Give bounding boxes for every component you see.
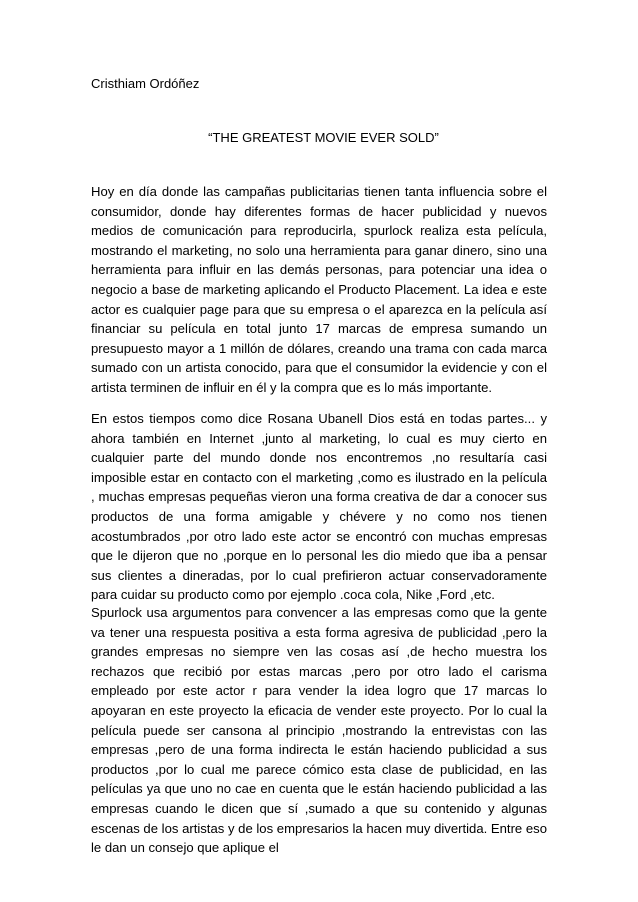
- paragraph-1: Hoy en día donde las campañas publicitarias tienen tanta influencia sobre el consumidor, donde hay diferentes formas de hacer publicidad y nuevos medios de comunicación para reproducirla, spurlock realiza esta película, mostrando el marketing, no solo una herramienta para ganar dinero, sino una herramienta para influir en las demás personas, para potenciar una idea o negocio a base de marketing aplicando el Producto Placement. La idea e este actor es cualquier page para que su empresa o el aparezca en la película así financiar su película en total junto 17 marcas de empresa sumando un presupuesto mayor a 1 millón de dólares, creando una trama con cada marca sumado con un artista conocido, para que el consumidor la evidencie y con el artista terminen de influir en él y la compra que es lo más importante.: [91, 184, 547, 395]
- document-title: “THE GREATEST MOVIE EVER SOLD”: [208, 130, 439, 145]
- paragraph-3: Spurlock usa argumentos para convencer a las empresas como que la gente va tener una respuesta positiva a esta forma agresiva de publicidad ,pero la grandes empresas no siempre ven las cosas así ,de hecho muestra los rechazos que recibió por estas marcas ,pero por otro lado el carisma empleado por este actor r para vender la idea logro que 17 marcas lo apoyaran en este proyecto la eficacia de vender este proyecto. Por lo cual la película puede ser cansona al principio ,mostrando la entrevistas con las empresas ,pero de una forma indirecta le están haciendo publicidad a sus productos ,por lo cual me parece cómico esta clase de publicidad, en las películas ya que uno no cae en cuenta que le están haciendo publicidad a las empresas cuando le dicen que sí ,sumado a que su contenido y algunas escenas de los artistas y de los empresarios la hacen muy divertida. Entre eso le dan un consejo que aplique el: [91, 605, 547, 856]
- paragraph-2: En estos tiempos como dice Rosana Ubanell Dios está en todas partes... y ahora también en Internet ,junto al marketing, lo cual es muy cierto en cualquier parte del mundo donde nos encontremos ,no resultaría casi imposible estar en contacto con el marketing ,como es ilustrado en la película , muchas empresas pequeñas vieron una forma creativa de dar a conocer sus productos de una forma amigable y chévere y no como nos tienen acostumbrados ,por otro lado este actor se encontró con muchas empresas que le dijeron que no ,porque en lo personal les dio miedo que iba a pensar sus clientes a dineradas, por lo cual prefirieron actuar conservadoramente para cuidar su producto como por ejemplo .coca cola, Nike ,Ford ,etc.: [91, 411, 547, 603]
- author-name: Cristhiam Ordóñez: [91, 76, 200, 91]
